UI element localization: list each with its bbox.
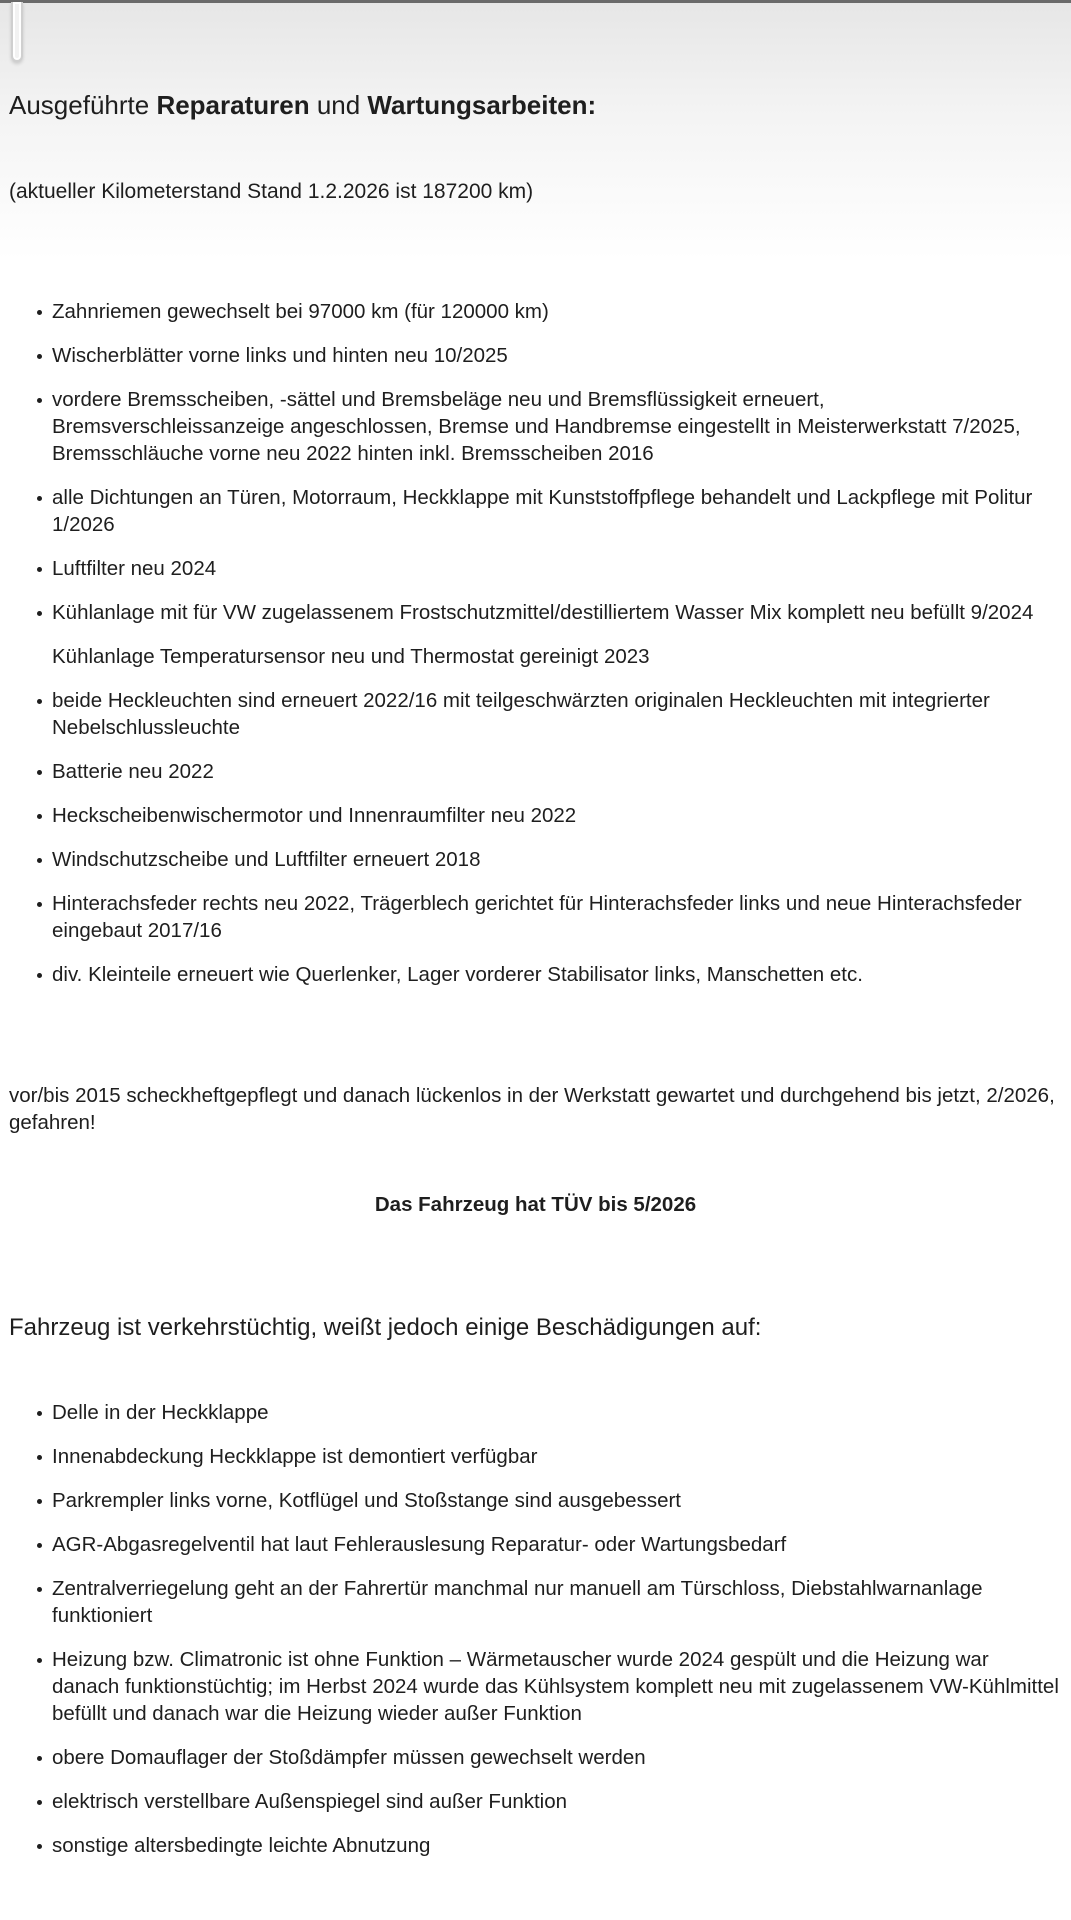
repair-item [35, 890, 1060, 944]
bullet-icon [37, 902, 42, 907]
heading-bold-repairs: Reparaturen [156, 90, 310, 120]
damage-item [35, 1487, 1060, 1514]
repair-item [35, 599, 1060, 626]
damage-item-text: sonstige altersbedingte leichte Abnutzung [52, 1834, 431, 1857]
repair-item-text: Heckscheibenwischermotor und Innenraumfilter neu 2022 [52, 804, 577, 827]
bullet-icon [37, 699, 42, 704]
heading-bold-maintenance: Wartungsarbeiten: [367, 90, 597, 120]
damage-item [35, 1399, 1060, 1426]
damage-item-text: AGR-Abgasregelventil hat laut Fehlerauslesung Reparatur- oder Wartungsbedarf [52, 1533, 787, 1556]
heading-text-1: Ausgeführte [9, 90, 157, 120]
repair-item [35, 687, 1060, 741]
repair-item [35, 846, 1060, 873]
repair-item [35, 643, 1060, 670]
repairs-list [35, 298, 1060, 1005]
repair-item-text: Wischerblätter vorne links und hinten neu 10/2025 [52, 344, 508, 367]
damage-item-text: Heizung bzw. Climatronic ist ohne Funktion – Wärmetauscher wurde 2024 gespült und die Heizung war danach funktionstüchtig; im Herbst 2024 wurde das Kühlsystem komplett neu mit zugelassenem VW-Kühlmittel befüllt und danach war die Heizung wieder außer Funktion [52, 1648, 1059, 1725]
bullet-icon [37, 858, 42, 863]
damage-item-text: obere Domauflager der Stoßdämpfer müssen gewechselt werden [52, 1746, 646, 1769]
bullet-icon [37, 310, 42, 315]
repair-item [35, 386, 1060, 467]
repair-item [35, 758, 1060, 785]
bullet-icon [37, 496, 42, 501]
repair-item [35, 342, 1060, 369]
damage-item [35, 1832, 1060, 1859]
damage-item-text: elektrisch verstellbare Außenspiegel sind außer Funktion [52, 1790, 568, 1813]
damage-item-text: Zentralverriegelung geht an der Fahrertür manchmal nur manuell am Türschloss, Diebstahlwarnanlage funktioniert [52, 1577, 983, 1627]
bullet-icon [37, 1543, 42, 1548]
repair-item-text: Kühlanlage mit für VW zugelassenem Frostschutzmittel/destilliertem Wasser Mix komplett neu befüllt 9/2024 [52, 601, 1034, 624]
bullet-icon [37, 1844, 42, 1849]
heading-text-2: und [309, 90, 368, 120]
damage-item [35, 1575, 1060, 1629]
bullet-icon [37, 611, 42, 616]
damage-item-text: Delle in der Heckklappe [52, 1401, 269, 1424]
repair-item-text: Kühlanlage Temperatursensor neu und Thermostat gereinigt 2023 [52, 645, 650, 668]
bullet-icon [37, 973, 42, 978]
repair-item-text: Batterie neu 2022 [52, 760, 214, 783]
bullet-icon [37, 1756, 42, 1761]
damage-item-text: Innenabdeckung Heckklappe ist demontiert verfügbar [52, 1445, 538, 1468]
bullet-icon [37, 567, 42, 572]
repair-item-text: alle Dichtungen an Türen, Motorraum, Heckklappe mit Kunststoffpflege behandelt und Lackpflege mit Politur 1/2026 [52, 486, 1033, 536]
service-history-note: vor/bis 2015 scheckheftgepflegt und danach lückenlos in der Werkstatt gewartet und durchgehend bis jetzt, 2/2026, gefahren! [9, 1084, 1055, 1134]
repair-item-text: div. Kleinteile erneuert wie Querlenker, Lager vorderer Stabilisator links, Manschetten etc. [52, 963, 863, 986]
repair-item-text: Windschutzscheibe und Luftfilter erneuert 2018 [52, 848, 481, 871]
bullet-icon [37, 814, 42, 819]
damage-item [35, 1443, 1060, 1470]
bullet-icon [37, 398, 42, 403]
damages-list [35, 1399, 1060, 1876]
bullet-icon [37, 1658, 42, 1663]
repair-item-text: Zahnriemen gewechselt bei 97000 km (für 120000 km) [52, 300, 549, 323]
damage-item [35, 1531, 1060, 1558]
repair-item [35, 802, 1060, 829]
damage-item-text: Parkrempler links vorne, Kotflügel und Stoßstange sind ausgebessert [52, 1489, 682, 1512]
damages-heading: Fahrzeug ist verkehrstüchtig, weißt jedoch einige Beschädigungen auf: [9, 1314, 762, 1341]
bullet-icon [37, 1499, 42, 1504]
damage-item [35, 1788, 1060, 1815]
repairs-heading [9, 90, 596, 121]
top-edge-bar [0, 0, 1071, 3]
repair-item [35, 298, 1060, 325]
repair-item-text: beide Heckleuchten sind erneuert 2022/16 mit teilgeschwärzten originalen Heckleuchten mit integrierter Nebelschlussleuchte [52, 689, 990, 739]
mileage-note: (aktueller Kilometerstand Stand 1.2.2026 ist 187200 km) [9, 180, 534, 203]
repair-item-text: Hinterachsfeder rechts neu 2022, Trägerblech gerichtet für Hinterachsfeder links und neue Hinterachsfeder eingebaut 2017/16 [52, 892, 1022, 942]
bullet-icon [37, 770, 42, 775]
repair-item-text: vordere Bremsscheiben, -sättel und Bremsbeläge neu und Bremsflüssigkeit erneuert, Bremsverschleissanzeige angeschlossen, Bremse und Handbremse eingestellt in Meisterwerkstatt 7/2025, Bremsschläuche vorne neu 2022 hinten inkl. Bremsscheiben 2016 [52, 388, 1021, 465]
damage-item [35, 1744, 1060, 1771]
tuv-note: Das Fahrzeug hat TÜV bis 5/2026 [374, 1193, 697, 1216]
bullet-icon [37, 354, 42, 359]
repair-item-text: Luftfilter neu 2024 [52, 557, 217, 580]
repair-item [35, 555, 1060, 582]
bullet-icon [37, 1587, 42, 1592]
repair-item [35, 484, 1060, 538]
header-gradient [0, 0, 1071, 260]
damage-item [35, 1646, 1060, 1727]
bullet-icon [37, 1455, 42, 1460]
scroll-handle[interactable] [11, 2, 23, 62]
bullet-icon [37, 1411, 42, 1416]
bullet-icon [37, 1800, 42, 1805]
repair-item [35, 961, 1060, 988]
